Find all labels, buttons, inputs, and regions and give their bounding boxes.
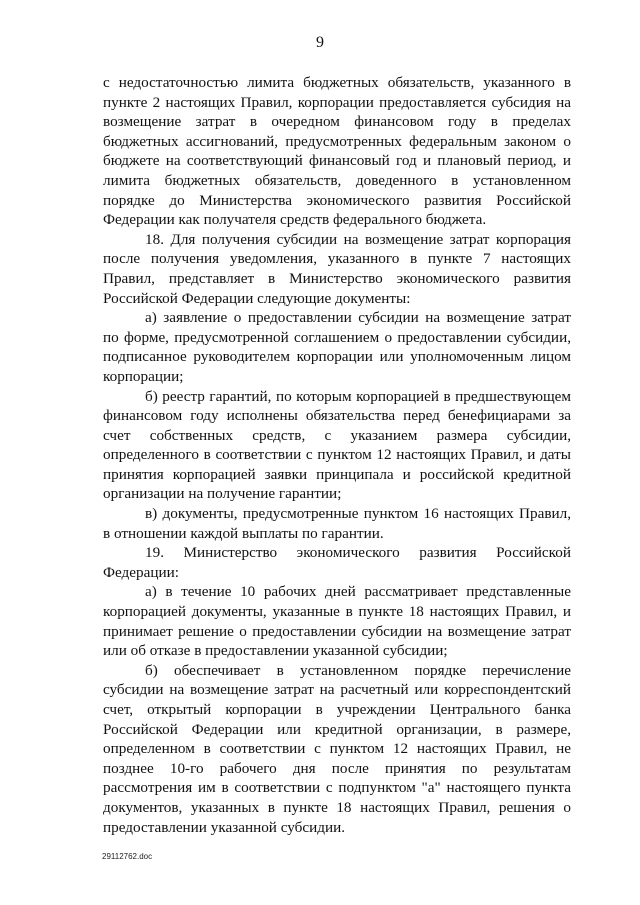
page-number: 9 bbox=[316, 34, 324, 51]
paragraph-19-a: а) в течение 10 рабочих дней рассматривает представленные корпорацией документы, указанные в пункте 18 настоящих Правил, и принимает решение о предоставлении субсидии на возмещение затрат или об отказе в предоставлении указанной субсидии; bbox=[103, 583, 571, 660]
paragraph-19-b: б) обеспечивает в установленном порядке перечисление субсидии на возмещение затрат на расчетный или корреспондентский счет, открытый корпорации в учреждении Центрального банка Российской Федерации или кредитной организации, в размере, определенном в соответствии с пунктом 12 настоящих Правил, не позднее 10-го рабочего дня после принятия по результатам рассмотрения им в соответствии с подпунктом "а" настоящего пункта документов, указанных в пункте 18 настоящих Правил, решения о предоставлении указанной субсидии. bbox=[103, 661, 571, 836]
paragraph-18-v: в) документы, предусмотренные пунктом 16 настоящих Правил, в отношении каждой выплаты по гарантии. bbox=[103, 505, 571, 542]
paragraph-18-b: б) реестр гарантий, по которым корпорацией в предшествующем финансовом году исполнены обязательства перед бенефициарами за счет собственных средств, с указанием размера субсидии, определенного в соответствии с пунктом 12 настоящих Правил, и даты принятия корпорацией заявки принципала и российской кредитной организации на получение гарантии; bbox=[103, 387, 571, 503]
paragraph-continuation: с недостаточностью лимита бюджетных обязательств, указанного в пункте 2 настоящих Правил, корпорации предоставляется субсидия на возмещение затрат в очередном финансовом году в пределах бюджетных ассигнований, предусмотренных федеральным законом о бюджете на соответствующий финансовый год и плановый период, и лимита бюджетных обязательств, доведенного в установленном порядке до Министерства экономического развития Российской Федерации как получателя средств федерального бюджета. bbox=[103, 74, 571, 229]
document-body bbox=[103, 73, 571, 837]
document-file-code: 29112762.doc bbox=[102, 852, 153, 861]
paragraph-19: 19. Министерство экономического развития Российской Федерации: bbox=[103, 544, 571, 581]
paragraph-18-a: а) заявление о предоставлении субсидии на возмещение затрат по форме, предусмотренной соглашением о предоставлении субсидии, подписанное руководителем корпорации или уполномоченным лицом корпорации; bbox=[103, 309, 571, 385]
paragraph-18: 18. Для получения субсидии на возмещение затрат корпорация после получения уведомления, указанного в пункте 7 настоящих Правил, представляет в Министерство экономического развития Российской Федерации следующие документы: bbox=[103, 230, 571, 307]
